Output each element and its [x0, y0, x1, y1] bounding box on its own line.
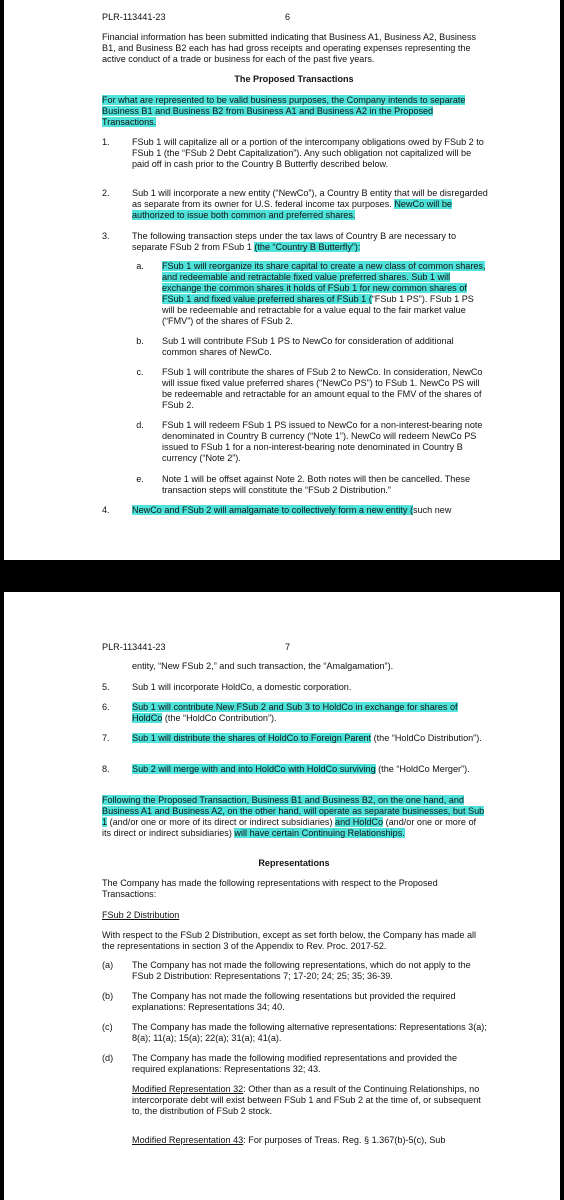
step-number: 2. [102, 188, 110, 198]
step-number: 4. [102, 505, 110, 515]
following-plain: (and/or one or more of its direct or indirect subsidiaries) [102, 817, 477, 839]
substep-plain: “FSub 1 PS”). FSub 1 PS will be redeemable and retractable for a value equal to the fair market value (“FMV”) of the shares of FSub 2. [162, 294, 474, 327]
step-text [132, 702, 488, 724]
purpose-paragraph [102, 95, 486, 128]
rep-label: (c) [102, 1022, 113, 1032]
rep-text: The Company has made the following modified representations and provided the required explanations: Representations 32; 43. [132, 1053, 458, 1075]
step-number: 8. [102, 764, 110, 774]
rep-label: (b) [102, 991, 114, 1001]
rep-label: (a) [102, 960, 114, 970]
step-text [132, 188, 488, 221]
substep-label: c. [136, 367, 144, 377]
substep-text: Note 1 will be offset against Note 2. Both notes will then be cancelled. These transaction steps will constitute the “FSub 2 Distribution.” [162, 474, 471, 496]
document-page-6 [4, 0, 560, 560]
following-paragraph [102, 795, 486, 839]
step-number: 6. [102, 702, 110, 712]
modified-rep-label: Modified Representation 43 [132, 1135, 244, 1145]
following-highlight: Following the Proposed Transaction, Business B1 and Business B2, on the one hand, and Business A1 and Business A2, on the other hand, will operate as separate businesses, but Sub 1 [102, 795, 485, 828]
step-text-highlight: (the “Country B Butterfly”): [254, 242, 361, 253]
document-header: PLR-113441-23 [102, 642, 166, 652]
page-number: 6 [285, 12, 291, 22]
fsub2-heading: FSub 2 Distribution [102, 910, 180, 920]
step-number: 7. [102, 733, 110, 743]
representations-intro: The Company has made the following representations with respect to the Proposed Transactions: [102, 878, 438, 900]
step-text-highlight: NewCo will be authorized to issue both common and preferred shares. [132, 199, 452, 221]
fsub2-intro: With respect to the FSub 2 Distribution, except as set forth below, the Company has made all the representations in section 3 of the Appendix to Rev. Proc. 2017-52. [102, 930, 477, 952]
rep-text: The Company has not made the following resentations but provided the required explanations: Representations 34; 40. [132, 991, 456, 1013]
step-number: 3. [102, 231, 110, 241]
step-number: 1. [102, 137, 110, 147]
step-text-plain: (the “HoldCo Distribution”). [371, 733, 482, 743]
step-text-plain: Sub 1 will incorporate a new entity (“NewCo”), a Country B entity that will be disregarded as separate from its owner for U.S. federal income tax purposes. [132, 188, 488, 210]
modified-rep-text: : Other than as a result of the Continuing Relationships, no intercorporate debt will exist between FSub 1 and FSub 2 at the time of, or subsequent to, the distribution of FSub 2 stock. [132, 1084, 481, 1117]
step-text-plain: The following transaction steps under the tax laws of Country B are necessary to separate FSub 2 from FSub 1 [132, 231, 457, 253]
step-text [132, 505, 492, 516]
substep-label: e. [136, 474, 144, 484]
rep-text: The Company has not made the following representations, which do not apply to the FSub 2 Distribution: Representations 7; 17-20; 24; 25; 35; 36-39. [132, 960, 471, 982]
following-highlight: and HoldCo [335, 817, 384, 828]
following-highlight: will have certain Continuing Relationships. [234, 828, 405, 839]
substep-label: b. [136, 336, 144, 346]
intro-paragraph: Financial information has been submitted indicating that Business A1, Business A2, Business B1, and Business B2 each has had gross receipts and operating expenses representing the active conduct of a trade or business for each of the past five years. [102, 32, 477, 65]
step-text-highlight: Sub 1 will distribute the shares of HoldCo to Foreign Parent [132, 733, 372, 743]
purpose-highlight: the Company intends to separate Business B1 and Business B2 from Business A1 and Business A2 in the Proposed Transactions. [102, 95, 466, 128]
purpose-lead: For what are represented to be valid business purposes, [102, 95, 332, 105]
step-number: 5. [102, 682, 110, 692]
modified-representation-43 [132, 1135, 488, 1146]
substep-highlight: FSub 1 will reorganize its share capital to create a new class of common shares, and redeemable and retractable fixed value preferred shares. Sub 1 will exchange the common shares it holds of FSub 1 for new common shares of FSub 1 and fixed value preferred shares of FSub 1 ( [162, 261, 486, 305]
modified-representation-32 [132, 1084, 488, 1117]
substep-label: d. [136, 420, 144, 430]
rep-text: The Company has made the following alternative representations: Representations 3(a); 8(a); 11(a); 15(a); 22(a); 31(a); 41(a). [132, 1022, 487, 1044]
step-text: Sub 1 will incorporate HoldCo, a domestic corporation. [132, 682, 352, 692]
rep-label: (d) [102, 1053, 114, 1063]
step-text-plain: (the “HoldCo Merger”). [375, 764, 470, 774]
step-text-highlight: NewCo and FSub 2 will amalgamate to collectively form a new entity ( [132, 505, 414, 515]
substep-text: FSub 1 will redeem FSub 1 PS issued to NewCo for a non-interest-bearing note denominated in Country B currency (“Note 1”). NewCo will redeem NewCo PS issued to FSub 1 for a non-interest-bearing note denominated in Country B currency (“Note 2”). [162, 420, 483, 464]
substep-text: FSub 1 will contribute the shares of FSub 2 to NewCo. In consideration, NewCo will issue fixed value preferred shares (“NewCo PS”) to FSub 1. NewCo PS will be redeemable and retractable for an amount equal to the FMV of the shares of FSub 2. [162, 367, 483, 411]
following-plain: (and/or one or more of its direct or indirect subsidiaries) [107, 817, 336, 828]
representations-title: Representations [258, 858, 330, 868]
continuation-text: entity, “New FSub 2,” and such transaction, the “Amalgamation”). [132, 661, 394, 671]
modified-rep-text: : For purposes of Treas. Reg. § 1.367(b)-5(c), Sub [243, 1135, 446, 1145]
substep-label: a. [136, 261, 144, 271]
modified-rep-label: Modified Representation 32 [132, 1084, 244, 1094]
page-number: 7 [285, 642, 291, 652]
step-text-plain: (the “HoldCo Contribution”). [162, 713, 277, 724]
step-text-highlight: Sub 2 will merge with and into HoldCo with HoldCo surviving [132, 764, 376, 774]
step-text [132, 733, 488, 744]
step-text-plain: such new [413, 505, 452, 515]
step-text: FSub 1 will capitalize all or a portion of the intercompany obligations owed by FSub 2 to FSub 1 (the “FSub 2 Debt Capitalization”). Any such obligation not capitalized will be paid off in cash prior to the Country B Butterfly described below. [132, 137, 484, 170]
section-title: The Proposed Transactions [234, 74, 354, 84]
step-text [132, 764, 488, 775]
step-text [132, 231, 488, 253]
substep-text [162, 261, 486, 328]
step-text-highlight: Sub 1 will contribute New FSub 2 and Sub 3 to HoldCo in exchange for shares of HoldCo [132, 702, 458, 724]
document-header: PLR-113441-23 [102, 12, 166, 22]
substep-text: Sub 1 will contribute FSub 1 PS to NewCo for consideration of additional common shares of NewCo. [162, 336, 454, 358]
document-page-7 [4, 592, 560, 1200]
